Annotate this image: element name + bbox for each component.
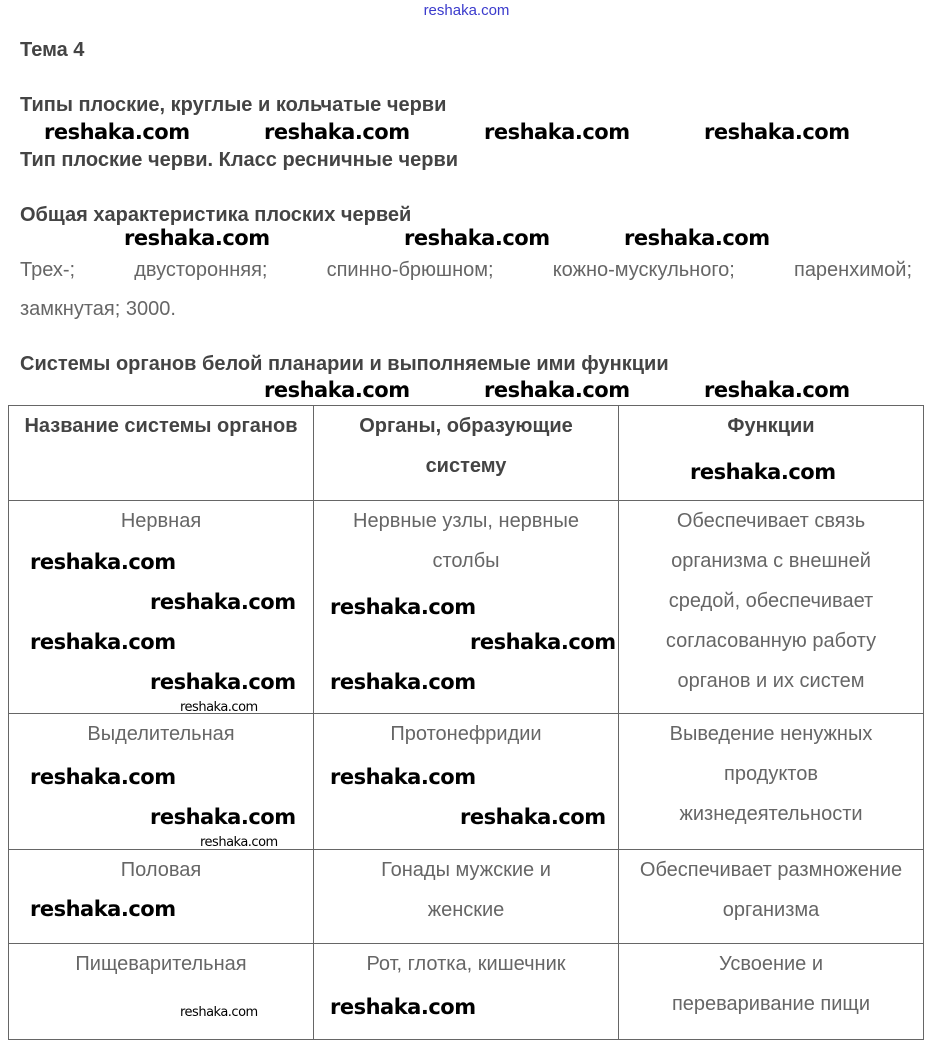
watermark: reshaka.com (150, 670, 296, 694)
heading-systems: Системы органов белой планарии и выполняемые ими функции (20, 353, 669, 375)
table-cell: Обеспечивает размножение организма (619, 850, 924, 944)
table-cell: Гонады мужские и женские (314, 850, 619, 944)
table-cell: Протонефридии (314, 714, 619, 850)
watermark: reshaka.com (264, 378, 410, 402)
topic-title: Тема 4 (20, 39, 85, 61)
watermark: reshaka.com (470, 630, 616, 654)
table-header-row (9, 406, 924, 501)
watermark-small: reshaka.com (180, 700, 258, 715)
table-cell: Пищеварительная (9, 944, 314, 1040)
watermark: reshaka.com (460, 805, 606, 829)
watermark: reshaka.com (150, 805, 296, 829)
watermark-small: reshaka.com (180, 1005, 258, 1020)
watermark: reshaka.com (264, 120, 410, 144)
watermark: reshaka.com (330, 995, 476, 1019)
watermark: reshaka.com (330, 595, 476, 619)
answer-line-2: замкнутая; 3000. (20, 298, 176, 320)
watermark: reshaka.com (44, 120, 190, 144)
heading-general: Общая характеристика плоских червей (20, 204, 412, 226)
heading-types: Типы плоские, круглые и кольчатые черви (20, 94, 447, 116)
watermark: reshaka.com (30, 550, 176, 574)
watermark: reshaka.com (30, 630, 176, 654)
watermark: reshaka.com (150, 590, 296, 614)
table-cell: Половая (9, 850, 314, 944)
watermark: reshaka.com (484, 378, 630, 402)
table-cell: Усвоение и переваривание пищи (619, 944, 924, 1040)
watermark: reshaka.com (484, 120, 630, 144)
watermark: reshaka.com (330, 670, 476, 694)
watermark: reshaka.com (30, 897, 176, 921)
header-cell: Функции (619, 406, 924, 501)
table-cell: Выведение ненужных продуктов жизнедеятельности (619, 714, 924, 850)
header-cell: Название системы органов (9, 406, 314, 501)
watermark-small: reshaka.com (200, 835, 278, 850)
answer-line-1: Трех-; двусторонняя; спинно-брюшном; кожно-мускульного; паренхимой; (20, 259, 912, 281)
watermark: reshaka.com (690, 460, 836, 484)
watermark: reshaka.com (624, 226, 770, 250)
table-cell: Выделительная (9, 714, 314, 850)
table-cell: Нервная (9, 501, 314, 714)
table-cell: Рот, глотка, кишечник (314, 944, 619, 1040)
watermark: reshaka.com (404, 226, 550, 250)
organ-systems-table (8, 405, 924, 1040)
heading-class: Тип плоские черви. Класс ресничные черви (20, 149, 459, 171)
table-row (9, 944, 924, 1040)
watermark: reshaka.com (124, 226, 270, 250)
header-cell: Органы, образующие систему (314, 406, 619, 501)
watermark: reshaka.com (704, 378, 850, 402)
site-header[interactable]: reshaka.com (423, 2, 510, 19)
watermark: reshaka.com (30, 765, 176, 789)
watermark: reshaka.com (330, 765, 476, 789)
table-cell: Нервные узлы, нервные столбы (314, 501, 619, 714)
table-cell: Обеспечивает связь организма с внешней средой, обеспечивает согласованную работу органов и их систем (619, 501, 924, 714)
watermark: reshaka.com (704, 120, 850, 144)
